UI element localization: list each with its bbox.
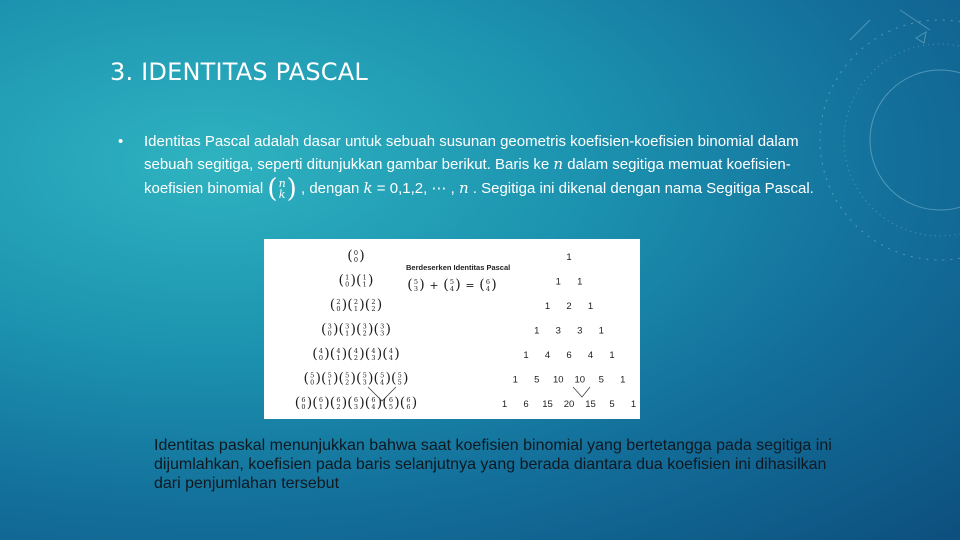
binom-bottom: 0 [345,280,350,289]
binom-top: 6 [485,278,491,286]
paren-right: ) [385,370,391,387]
paren-right: ) [491,277,497,293]
binom-bottom: 0 [318,354,324,362]
math-n: n [553,155,564,173]
paren-right: ) [411,395,418,411]
binomial-entry [312,395,329,411]
pascal-number: 3 [577,325,583,337]
pascal-number: 5 [534,374,540,386]
paren-right: ) [376,346,383,362]
binom-bottom: 0 [327,329,332,338]
bullet-list [118,130,818,202]
binom-top: 2 [371,298,376,306]
pascal-number: 6 [566,350,572,361]
identity-binom [443,277,460,293]
paren-right: ) [315,370,321,387]
paren-right: ) [341,297,348,313]
binomial-entry [347,248,364,264]
pascal-number: 1 [598,325,604,337]
paren-left: ( [347,248,353,264]
binom-bottom: 1 [362,280,367,289]
paren-left: ( [407,277,413,293]
binom-top: 4 [371,347,376,355]
pascal-number: 4 [544,350,551,361]
math-k: k [363,178,373,197]
bullet-item [118,130,818,202]
pascal-number: 1 [555,276,561,288]
binom-bottom: 4 [485,285,491,293]
binom-top: 3 [345,322,350,331]
binomial-entry [339,322,356,338]
binom-bottom: 0 [336,305,341,313]
binom-top: 4 [336,347,341,355]
pascal-number: 1 [534,325,540,337]
pascal-number: 1 [523,350,529,361]
binomial-entry [347,346,364,362]
binom-bottom: 3 [413,285,419,293]
binomial-entry [400,395,417,411]
binomial-entry [304,371,321,387]
binomial-entry [391,371,408,387]
binom-top: 5 [310,371,315,380]
paren-left: ( [356,370,362,387]
binom-bottom: 4 [371,403,376,411]
pascal-number: 1 [501,399,508,410]
paren-left: ( [321,370,327,387]
binom-bottom: 4 [380,378,385,387]
paren-left: ( [312,395,318,411]
binom-bottom: 4 [449,285,455,293]
paren-left: ( [303,370,309,387]
binomial-entry [295,395,312,411]
paren-left: ( [329,395,336,411]
pascal-identity-equation [407,277,496,293]
paren-left: ( [479,277,485,293]
pascal-number: 2 [566,301,572,312]
pascal-number: 15 [585,399,596,410]
paren-left: ( [347,297,353,313]
binom-bottom: 3 [380,329,385,338]
paren-left: ( [391,370,397,387]
paren-right: ) [403,370,409,387]
pascal-number: 15 [542,399,553,410]
pascal-number: 10 [574,374,586,386]
paren-left: ( [364,297,371,313]
binom-bottom: 2 [345,378,350,387]
pascal-number: 4 [587,350,594,361]
binom-bottom: 1 [336,354,341,362]
pascal-number: 1 [587,301,594,312]
pascal-number: 6 [523,399,529,410]
caption-text: Identitas paskal menunjukkan bahwa saat koefisien binomial yang bertetangga pada segitiga ini dijumlahkan, koefisien pada baris selanjutnya yang berada diantara dua koefisien ini dihasilkan dari penjumlahan tersebut [154,437,832,492]
paren-left: ( [347,395,353,411]
binomial-entry [321,371,338,387]
paren-left: ( [294,395,301,411]
binom-bottom: 0 [353,256,359,264]
paren-right: ) [359,297,365,313]
binomial-entry [374,322,391,338]
paren-right: ) [341,346,348,362]
paren-right: ) [350,321,356,338]
paren-left: ( [356,321,362,338]
binom-bottom: 4 [388,354,394,362]
paren-right: ) [324,346,330,362]
pascal-number: 5 [609,399,615,410]
binomial-triangle [295,248,417,411]
binom-top: 5 [413,278,419,286]
identity-label: Berdeserken Identitas Pascal [406,263,511,272]
paren-left: ( [356,272,362,289]
paren-left: ( [364,346,371,362]
binom-bottom: 2 [362,329,367,338]
equals-sign: = [465,279,475,292]
binom-top: 6 [353,396,359,404]
pascal-triangle-diagram [264,239,640,419]
paren-right: ) [368,321,374,338]
paren-left: ( [373,370,379,387]
binom-top: 3 [380,322,385,331]
binom-top: 3 [362,322,367,331]
binom-bottom: 1 [327,378,332,387]
pascal-number: 20 [563,399,575,410]
paren-right: ) [359,346,365,362]
paren-right: ) [333,321,339,338]
pascal-number: 1 [566,252,572,263]
binom-top: 6 [371,396,376,404]
paren-right: ) [306,395,313,411]
paren-left: ( [321,321,327,338]
slide-title: 3. IDENTITAS PASCAL [110,58,368,86]
binom-top: 6 [388,396,394,404]
paren-right: ) [359,248,365,264]
math-n-end: n [458,178,469,197]
binom-top: 0 [353,249,359,257]
paren-left: ( [329,346,336,362]
binomial-entry [339,273,356,289]
binomial-entry [382,395,399,411]
binomial-entry [330,297,347,313]
paren-left: ( [364,395,371,411]
binomial-coefficient: ( n k ) [267,174,297,204]
pascal-number: 1 [544,301,551,312]
binomial-entry [365,297,382,313]
binomial-entry [347,395,364,411]
pascal-number: 1 [577,276,583,288]
plus-sign: + [429,279,439,292]
bullet-text-part: , dengan [296,179,364,197]
binomial-entry [330,395,347,411]
paren-left: ( [443,277,449,293]
binomial-entry [356,371,373,387]
binom-top: 1 [362,273,367,282]
paren-right: ) [376,395,383,411]
binom-top: 6 [318,396,324,404]
binomial-entry [365,346,382,362]
numeric-triangle [502,252,636,410]
paren-right: ) [324,395,330,411]
binom-top: 5 [345,371,350,380]
pascal-number: 1 [609,350,615,361]
pascal-number: 10 [552,374,564,386]
paren-left: ( [373,321,379,338]
binom-top: 5 [327,371,332,380]
paren-right: ) [350,370,356,387]
paren-right: ) [385,321,391,338]
pascal-number: 5 [598,374,604,386]
binom-top: 5 [397,371,402,380]
paren-right: ) [368,370,374,387]
paren-right: ) [368,272,374,289]
binom-bottom: 1 [353,305,359,313]
binom-bottom: 0 [310,378,315,387]
binomial-entry [347,297,364,313]
binom-top: 4 [318,347,324,355]
binom-bottom: 1 [345,329,350,338]
binom-bottom: 3 [371,354,376,362]
binom-bottom: 2 [371,305,376,313]
paren-right: ) [394,395,400,411]
paren-right: ) [333,370,339,387]
binomial-entry [312,346,329,362]
bullet-dot-icon: • [118,133,124,150]
pascal-number: 3 [555,325,561,337]
paren-left: ( [382,346,388,362]
paren-right: ) [455,277,461,293]
paren-right: ) [376,297,383,313]
binom-top: 2 [353,298,359,306]
binomial-entry [330,346,347,362]
bullet-text-part: . Segitiga ini dikenal dengan nama Segitiga Pascal. [468,179,814,197]
paren-right: ) [359,395,365,411]
binom-bottom: 1 [318,403,324,411]
pascal-triangle-figure [264,239,640,419]
binom-top: 6 [406,396,411,404]
binom-top: 5 [362,371,367,380]
binom-bottom: 3 [353,403,359,411]
pascal-number: 1 [620,374,626,386]
binom-top: 6 [301,396,306,404]
binomial-entry [382,346,399,362]
paren-right: ) [419,277,425,293]
binomial-entry [356,273,373,289]
binom-bottom: k [278,188,286,201]
binom-bottom: 2 [336,403,341,411]
identity-binom [479,277,496,293]
paren-right: ) [350,272,356,289]
math-range: = 0,1,2, ⋯ , [372,179,459,197]
paren-left: ( [338,370,344,387]
bullet-text-part: dalam segitiga memuat koefisien-koefisien binomial [144,156,791,197]
paren-left: ( [338,272,344,289]
binom-top: 5 [449,278,455,286]
paren-left: ( [338,321,344,338]
paren-left: ( [382,395,388,411]
pascal-number: 1 [512,374,518,386]
binomial-entry [321,322,338,338]
binomial-entry [339,371,356,387]
binom-bottom: 2 [353,354,359,362]
binom-bottom: 5 [388,403,394,411]
binom-bottom: 5 [397,378,402,387]
binom-top: 6 [336,396,341,404]
paren-right: ) [341,395,348,411]
binom-top: 1 [345,273,350,282]
paren-left: ( [347,346,353,362]
identity-binom [407,277,424,293]
binom-bottom: 3 [362,378,367,387]
paren-left: ( [399,395,406,411]
binom-top: n [278,177,286,190]
binom-top: 4 [388,347,394,355]
binomial-entry [365,395,382,411]
paren-left: ( [329,297,336,313]
paren-left: ( [312,346,318,362]
pascal-number: 1 [630,399,637,410]
binom-top: 2 [336,298,341,306]
paren-right: ) [394,346,400,362]
binom-top: 3 [327,322,332,331]
binomial-entry [356,322,373,338]
bullet-text-part: Identitas Pascal adalah dasar untuk sebuah susunan geometris koefisien-koefisien binomial dalam sebuah segitiga, seperti ditunjukkan gambar berikut. Baris ke [144,133,799,173]
binom-bottom: 6 [406,403,411,411]
binom-bottom: 0 [301,403,306,411]
bullet-text [144,130,818,202]
binom-top: 5 [380,371,385,380]
binomial-entry [374,371,391,387]
binom-top: 4 [353,347,359,355]
